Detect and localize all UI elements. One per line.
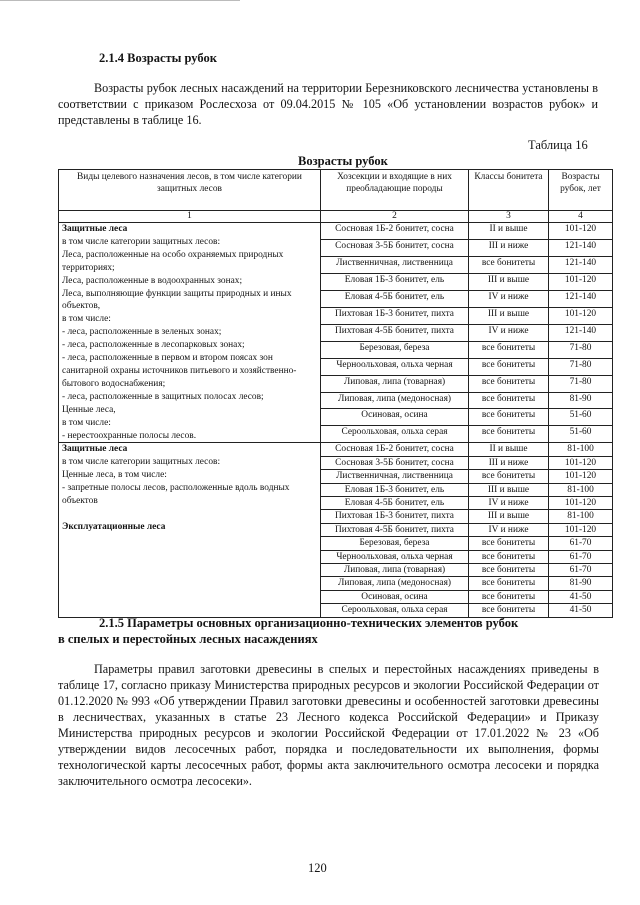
age-cell: 81-100 <box>549 510 613 523</box>
header-purpose: Виды целевого назначения лесов, в том числе категории защитных лесов <box>59 170 321 211</box>
section-cell: Лиственничная, лиственница <box>321 256 469 273</box>
table-row <box>59 443 613 456</box>
category-line: в том числе категории защитных лесов: <box>62 457 221 468</box>
section-cell: Березовая, береза <box>321 537 469 550</box>
section-1-paragraph <box>58 80 598 128</box>
age-cell: 101-120 <box>549 456 613 469</box>
age-cell: 121-140 <box>549 324 613 341</box>
class-cell: все бонитеты <box>469 470 549 483</box>
age-cell: 41-50 <box>549 590 613 603</box>
class-cell: все бонитеты <box>469 256 549 273</box>
class-cell: III и выше <box>469 510 549 523</box>
section-2-paragraph <box>58 661 599 789</box>
section-cell: Пихтовая 1Б-3 бонитет, пихта <box>321 510 469 523</box>
section-cell: Еловая 4-5Б бонитет, ель <box>321 290 469 307</box>
col-number-2: 2 <box>321 211 469 223</box>
section-cell: Сосновая 1Б-2 бонитет, сосна <box>321 223 469 240</box>
category-line: - леса, расположенные в зеленых зонах; <box>62 327 222 338</box>
age-cell: 121-140 <box>549 256 613 273</box>
section-heading-2-1-5: 2.1.5 Параметры основных организационно-технических элементов рубок <box>99 616 519 630</box>
age-cell: 71-80 <box>549 358 613 375</box>
category-line: Леса, расположенные на особо охраняемых природных территориях; <box>62 249 284 273</box>
section-cell: Липовая, липа (товарная) <box>321 564 469 577</box>
section-2-paragraph-text: Параметры правил заготовки древесины в спелых и перестойных насаждениях приведены в таблице 17, согласно приказу Министерства природных ресурсов и экологии Российской Федерации от 01.12.2020 № 993 «Об утверждении Правил заготовки древесины и особенностей заготовки древесины в лесничествах, указанных в статье 23 Лесного кодекса Российской Федерации» и Приказу Министерства природных ресурсов и экологии Российской Федерации от 17.01.2022 № 23 «Об утверждении видов лесосечных работ, порядка и последовательности их выполнения, формы технологической карты лесосечных работ, формы акта заключительного осмотра лесосеки и порядка заключительного осмотра лесосеки». <box>58 662 599 788</box>
class-cell: II и выше <box>469 223 549 240</box>
class-cell: все бонитеты <box>469 341 549 358</box>
class-cell: III и ниже <box>469 456 549 469</box>
group1-category-cell <box>59 223 321 443</box>
age-cell: 61-70 <box>549 550 613 563</box>
class-cell: IV и ниже <box>469 523 549 536</box>
class-cell: все бонитеты <box>469 590 549 603</box>
section-cell: Сосновая 3-5Б бонитет, сосна <box>321 239 469 256</box>
age-cell: 41-50 <box>549 604 613 617</box>
scan-edge-line <box>0 0 240 1</box>
category-line: в том числе: <box>62 314 111 325</box>
table-header-row <box>59 170 613 211</box>
section-1-paragraph-text: Возрасты рубок лесных насаждений на территории Березниковского лесничества установлены в соответствии с приказом Рослесхоза от 09.04.2015 № 105 «Об установлении возрастов рубок» и представлены в таблице 16. <box>58 81 598 127</box>
age-cell: 61-70 <box>549 564 613 577</box>
age-cell: 81-90 <box>549 577 613 590</box>
category-line: - нерестоохранные полосы лесов. <box>62 430 197 441</box>
section-cell: Лиственничная, лиственница <box>321 470 469 483</box>
category-line: в том числе категории защитных лесов: <box>62 236 221 247</box>
category-line: в том числе: <box>62 417 111 428</box>
section-cell: Липовая, липа (медоносная) <box>321 392 469 409</box>
age-cell: 101-120 <box>549 523 613 536</box>
section-cell: Пихтовая 4-5Б бонитет, пихта <box>321 324 469 341</box>
class-cell: IV и ниже <box>469 497 549 510</box>
category-line: Леса, выполняющие функции защиты природных и иных объектов, <box>62 288 292 312</box>
class-cell: все бонитеты <box>469 564 549 577</box>
section-heading-2-1-4: 2.1.4 Возрасты рубок <box>99 51 217 65</box>
section-cell: Пихтовая 1Б-3 бонитет, пихта <box>321 307 469 324</box>
ages-table <box>58 169 613 618</box>
section-cell: Березовая, береза <box>321 341 469 358</box>
age-cell: 81-100 <box>549 483 613 496</box>
section-cell: Черноольховая, ольха черная <box>321 550 469 563</box>
header-section: Хозсекции и входящие в них преобладающие породы <box>321 170 469 211</box>
category-line: Защитные леса <box>62 224 128 234</box>
section-cell: Сосновая 3-5Б бонитет, сосна <box>321 456 469 469</box>
age-cell: 101-120 <box>549 470 613 483</box>
category-line: - леса, расположенные в первом и втором поясах зон санитарной охраны источников питьевого и хозяйственно-бытового водоснабжения; <box>62 353 297 389</box>
category-line: Ценные леса, в том числе: <box>62 470 167 481</box>
age-cell: 101-120 <box>549 307 613 324</box>
class-cell: III и выше <box>469 273 549 290</box>
section-cell: Липовая, липа (медоносная) <box>321 577 469 590</box>
page-number: 120 <box>308 861 327 875</box>
class-cell: все бонитеты <box>469 426 549 443</box>
col-number-1: 1 <box>59 211 321 223</box>
class-cell: III и выше <box>469 483 549 496</box>
category-line: Леса, расположенные в водоохранных зонах; <box>62 275 243 286</box>
class-cell: все бонитеты <box>469 375 549 392</box>
age-cell: 61-70 <box>549 537 613 550</box>
category-line: - леса, расположенные в лесопарковых зонах; <box>62 340 245 351</box>
age-cell: 51-60 <box>549 426 613 443</box>
age-cell: 121-140 <box>549 290 613 307</box>
class-cell: все бонитеты <box>469 358 549 375</box>
class-cell: IV и ниже <box>469 324 549 341</box>
category-line: Эксплуатационные леса <box>62 521 166 532</box>
table-title: Возрасты рубок <box>298 154 388 168</box>
section-cell: Пихтовая 4-5Б бонитет, пихта <box>321 523 469 536</box>
class-cell: все бонитеты <box>469 577 549 590</box>
group2-category-cell <box>59 443 321 617</box>
class-cell: все бонитеты <box>469 537 549 550</box>
class-cell: III и выше <box>469 307 549 324</box>
age-cell: 101-120 <box>549 497 613 510</box>
section-cell: Сероольховая, ольха серая <box>321 426 469 443</box>
age-cell: 101-120 <box>549 223 613 240</box>
class-cell: все бонитеты <box>469 550 549 563</box>
age-cell: 121-140 <box>549 239 613 256</box>
col-number-3: 3 <box>469 211 549 223</box>
category-line: - леса, расположенные в защитных полосах лесов; <box>62 391 264 402</box>
section-cell: Осиновая, осина <box>321 409 469 426</box>
table-number-row <box>59 211 613 223</box>
section-cell: Еловая 1Б-3 бонитет, ель <box>321 483 469 496</box>
age-cell: 71-80 <box>549 341 613 358</box>
class-cell: II и выше <box>469 443 549 456</box>
age-cell: 51-60 <box>549 409 613 426</box>
category-line: - запретные полосы лесов, расположенные вдоль водных объектов <box>62 483 290 507</box>
age-cell: 101-120 <box>549 273 613 290</box>
section-cell: Еловая 1Б-3 бонитет, ель <box>321 273 469 290</box>
table-row <box>59 223 613 240</box>
class-cell: III и ниже <box>469 239 549 256</box>
section-cell: Осиновая, осина <box>321 590 469 603</box>
class-cell: все бонитеты <box>469 392 549 409</box>
class-cell: все бонитеты <box>469 604 549 617</box>
table-caption: Таблица 16 <box>528 138 588 152</box>
age-cell: 81-90 <box>549 392 613 409</box>
section-cell: Черноольховая, ольха черная <box>321 358 469 375</box>
header-class: Классы бонитета <box>469 170 549 211</box>
section-cell: Сероольховая, ольха серая <box>321 604 469 617</box>
col-number-4: 4 <box>549 211 613 223</box>
age-cell: 71-80 <box>549 375 613 392</box>
category-line: Ценные леса, <box>62 404 116 415</box>
section-cell: Липовая, липа (товарная) <box>321 375 469 392</box>
section-heading-2-1-5-cont: в спелых и перестойных лесных насаждениях <box>58 632 318 646</box>
section-cell: Еловая 4-5Б бонитет, ель <box>321 497 469 510</box>
class-cell: IV и ниже <box>469 290 549 307</box>
header-age: Возрасты рубок, лет <box>549 170 613 211</box>
class-cell: все бонитеты <box>469 409 549 426</box>
section-cell: Сосновая 1Б-2 бонитет, сосна <box>321 443 469 456</box>
category-line: Защитные леса <box>62 444 128 455</box>
age-cell: 81-100 <box>549 443 613 456</box>
